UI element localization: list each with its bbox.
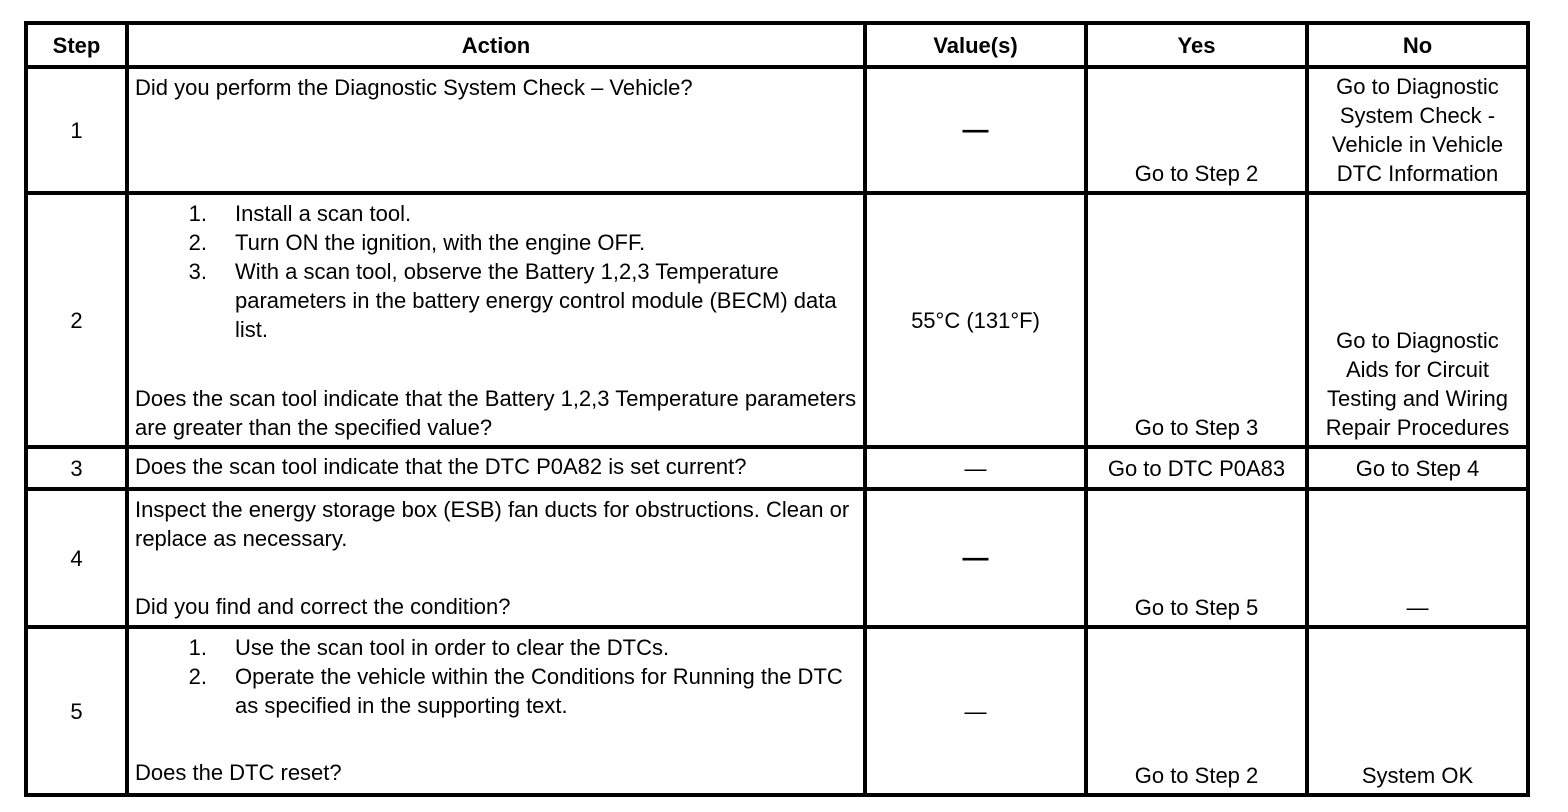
- spacer: [135, 344, 857, 384]
- list-item-text: Operate the vehicle within the Conditions for Running the DTC as specified in the supporting text.: [235, 664, 843, 718]
- action-question: Did you find and correct the condition?: [135, 594, 511, 619]
- yes-cell: Go to Step 2: [1086, 627, 1307, 795]
- action-cell: [127, 489, 865, 627]
- list-item-text: Use the scan tool in order to clear the DTCs.: [235, 635, 670, 660]
- table-row: [26, 489, 1528, 627]
- list-item-text: With a scan tool, observe the Battery 1,2,3 Temperature parameters in the battery energy control module (BECM) data list.: [235, 259, 837, 342]
- yes-cell: Go to Step 5: [1086, 489, 1307, 627]
- no-cell: Go to Diagnostic System Check - Vehicle in Vehicle DTC Information: [1307, 67, 1528, 193]
- header-action: Action: [127, 23, 865, 67]
- action-text: Does the scan tool indicate that the DTC P0A82 is set current?: [135, 454, 747, 479]
- value-cell: —: [865, 447, 1086, 489]
- action-cell: [127, 67, 865, 193]
- action-question: Does the DTC reset?: [135, 760, 342, 785]
- table-row: [26, 627, 1528, 795]
- value-cell: [865, 489, 1086, 627]
- action-list: [135, 199, 857, 344]
- step-number: 3: [26, 447, 127, 489]
- value-text: —: [962, 114, 989, 144]
- table-row: [26, 193, 1528, 447]
- header-no: No: [1307, 23, 1528, 67]
- list-item: [135, 257, 857, 344]
- no-cell: Go to Step 4: [1307, 447, 1528, 489]
- spacer: [135, 720, 857, 758]
- step-number: 2: [26, 193, 127, 447]
- no-cell: —: [1307, 489, 1528, 627]
- action-question: Does the scan tool indicate that the Battery 1,2,3 Temperature parameters are greater than the specified value?: [135, 386, 857, 440]
- header-values: Value(s): [865, 23, 1086, 67]
- list-item: [135, 199, 857, 228]
- header-step: Step: [26, 23, 127, 67]
- action-text: Did you perform the Diagnostic System Check – Vehicle?: [135, 75, 693, 100]
- list-item: [135, 228, 857, 257]
- step-number: 5: [26, 627, 127, 795]
- header-row: [26, 23, 1528, 67]
- yes-cell: Go to DTC P0A83: [1086, 447, 1307, 489]
- list-item-number: 1.: [188, 635, 207, 660]
- value-cell: 55°C (131°F): [865, 193, 1086, 447]
- list-item-text: Turn ON the ignition, with the engine OFF.: [235, 230, 646, 255]
- action-cell: [127, 447, 865, 489]
- action-text: Inspect the energy storage box (ESB) fan ducts for obstructions. Clean or replace as necessary.: [135, 497, 850, 551]
- no-cell: Go to Diagnostic Aids for Circuit Testing and Wiring Repair Procedures: [1307, 193, 1528, 447]
- list-item-number: 2.: [188, 664, 207, 689]
- list-item-number: 3.: [188, 259, 207, 284]
- action-cell: [127, 193, 865, 447]
- list-item-text: Install a scan tool.: [235, 201, 412, 226]
- table-row: [26, 67, 1528, 193]
- list-item-number: 1.: [188, 201, 207, 226]
- step-number: 1: [26, 67, 127, 193]
- header-yes: Yes: [1086, 23, 1307, 67]
- step-number: 4: [26, 489, 127, 627]
- spacer: [135, 553, 857, 592]
- action-list: [135, 633, 857, 720]
- list-item-number: 2.: [188, 230, 207, 255]
- list-item: [135, 662, 857, 720]
- list-item: [135, 633, 857, 662]
- yes-cell: Go to Step 2: [1086, 67, 1307, 193]
- yes-cell: Go to Step 3: [1086, 193, 1307, 447]
- table-row: [26, 447, 1528, 489]
- value-cell: —: [865, 627, 1086, 795]
- value-text: —: [962, 542, 989, 572]
- value-cell: [865, 67, 1086, 193]
- no-cell: System OK: [1307, 627, 1528, 795]
- action-cell: [127, 627, 865, 795]
- diagnostic-table: [24, 21, 1530, 797]
